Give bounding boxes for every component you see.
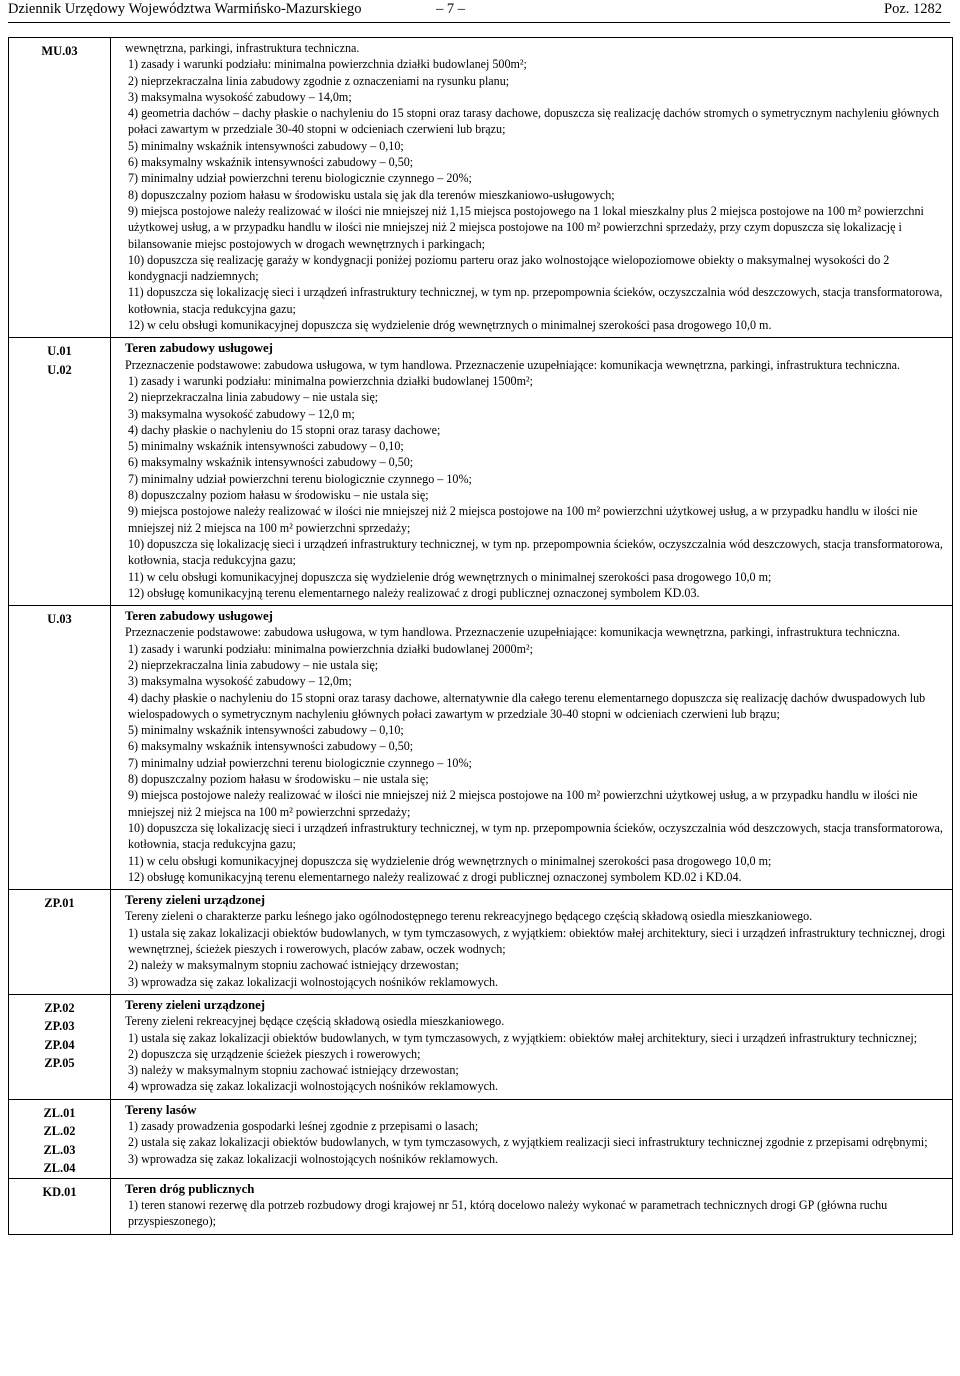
regulation-paragraph: 12) w celu obsługi komunikacyjnej dopuszcza się wydzielenie dróg wewnętrznych o minimalnej szerokości pasa drogowego 10,0 m. <box>128 318 772 333</box>
regulation-paragraph: 3) należy w maksymalnym stopniu zachować istniejący drzewostan; <box>128 1063 459 1078</box>
journal-title: Dziennik Urzędowy Województwa Warmińsko-Mazurskiego <box>8 1 362 17</box>
section-title: Tereny zieleni urządzonej <box>125 997 266 1012</box>
regulation-paragraph: 3) maksymalna wysokość zabudowy – 12,0m; <box>128 674 352 689</box>
regulation-paragraph: 3) maksymalna wysokość zabudowy – 12,0 m; <box>128 406 355 421</box>
area-code: ZP.04 <box>44 1037 75 1052</box>
regulation-row <box>9 890 953 995</box>
regulation-paragraph: 4) geometria dachów – dachy płaskie o nachyleniu do 15 stopni oraz tarasy dachowe, dopuszcza się realizację dachów stromych o symetrycznym nachyleniu głównych połaci zawartym w przedziale 30-40 stopni w odcieniach czerwieni lub brązu; <box>128 106 940 137</box>
area-code: ZP.02 <box>44 1000 75 1015</box>
regulation-paragraph: Przeznaczenie podstawowe: zabudowa usługowa, w tym handlowa. Przeznaczenie uzupełniające: komunikacja wewnętrzna, parkingi, infrastruktura techniczna. <box>125 357 901 372</box>
regulation-paragraph: 12) obsługę komunikacyjną terenu elementarnego należy realizować z drogi publicznej oznaczonej symbolem KD.02 i KD.04. <box>128 869 742 884</box>
section-title: Teren zabudowy usługowej <box>125 341 273 356</box>
area-code-cell <box>9 38 111 338</box>
regulation-paragraph: 10) dopuszcza się realizację garaży w kondygnacji poniżej poziomu parteru oraz jako wolnostojące wielopoziomowe obiekty o maksymalnej wysokości do 2 kondygnacji nadziemnych; <box>128 252 890 284</box>
page-header <box>8 0 950 23</box>
regulation-text-cell <box>111 606 953 890</box>
regulation-paragraph: Przeznaczenie podstawowe: zabudowa usługowa, w tym handlowa. Przeznaczenie uzupełniające: komunikacja wewnętrzna, parkingi, infrastruktura techniczna. <box>125 625 901 640</box>
page-number: – 7 – <box>436 1 465 17</box>
regulation-text-cell <box>111 890 953 995</box>
regulation-paragraph: 6) maksymalny wskaźnik intensywności zabudowy – 0,50; <box>128 155 414 170</box>
regulation-text-cell <box>111 994 953 1099</box>
section-title: Teren zabudowy usługowej <box>125 609 273 624</box>
area-code-cell <box>9 606 111 890</box>
regulation-paragraph: 8) dopuszczalny poziom hałasu w środowisku ustala się jak dla terenów mieszkaniowo-usługowych; <box>128 187 615 202</box>
regulation-paragraph: 5) minimalny wskaźnik intensywności zabudowy – 0,10; <box>128 439 404 454</box>
section-title: Tereny zieleni urządzonej <box>125 893 266 908</box>
area-code-cell <box>9 338 111 606</box>
regulation-paragraph: Tereny zieleni o charakterze parku leśnego jako ogólnodostępnego terenu rekreacyjnego będącego częścią składową osiedla mieszkaniowego. <box>125 909 813 924</box>
regulation-paragraph: Tereny zieleni rekreacyjnej będące częścią składową osiedla mieszkaniowego. <box>125 1014 505 1029</box>
area-code-cell <box>9 1099 111 1178</box>
regulation-paragraph: 8) dopuszczalny poziom hałasu w środowisku – nie ustala się; <box>128 772 429 787</box>
regulation-row <box>9 1099 953 1178</box>
area-code-cell <box>9 994 111 1099</box>
regulation-paragraph: 1) ustala się zakaz lokalizacji obiektów budowlanych, w tym tymczasowych, z wyjątkiem: obiektów małej architektury, sieci i urządzeń infrastruktury technicznej, drogi wewnętrznej, ścieżek pieszych i rowerowych, placów zabaw, oczek wodnych; <box>128 925 946 957</box>
regulation-paragraph: 10) dopuszcza się lokalizację sieci i urządzeń infrastruktury technicznej, w tym np. przepompownia ścieków, oczyszczalnia wód deszczowych, stacja transformatorowa, kotłownia, stacja redukcyjna gazu; <box>128 536 943 568</box>
area-code: KD.01 <box>42 1184 77 1199</box>
regulation-paragraph: 10) dopuszcza się lokalizację sieci i urządzeń infrastruktury technicznej, w tym np. przepompownia ścieków, oczyszczalnia wód deszczowych, stacja transformatorowa, kotłownia, stacja redukcyjna gazu; <box>128 820 943 852</box>
section-title: Tereny lasów <box>125 1102 197 1117</box>
regulation-paragraph: 3) wprowadza się zakaz lokalizacji wolnostojących nośników reklamowych. <box>128 974 499 989</box>
regulation-paragraph: 1) zasady i warunki podziału: minimalna powierzchnia działki budowlanej 1500m²; <box>128 373 533 388</box>
regulation-paragraph: 7) minimalny udział powierzchni terenu biologicznie czynnego – 10%; <box>128 471 472 486</box>
regulation-paragraph: 4) dachy płaskie o nachyleniu do 15 stopni oraz tarasy dachowe, alternatywnie dla całego terenu elementarnego dopuszcza się realizację dachów dwuspadowych lub wielospadowych o symetrycznym nachyleniu głównych połaci zawartym w przedziale 30-40 stopni w odcieniach czerwieni lub brązu; <box>128 690 926 721</box>
regulation-paragraph: 9) miejsca postojowe należy realizować w ilości nie mniejszej niż 2 miejsca postojowe na 100 m² powierzchni użytkowej usług, a w przypadku handlu w ilości nie mniejszej niż 2 miejsca na 100 m² powierzchni sprzedaży; <box>128 788 918 819</box>
regulation-paragraph: 11) w celu obsługi komunikacyjnej dopuszcza się wydzielenie dróg wewnętrznych o minimalnej szerokości pasa drogowego 10,0 m; <box>128 853 772 868</box>
regulation-paragraph: 9) miejsca postojowe należy realizować w ilości nie mniejszej niż 1,15 miejsca postojowego na 1 lokal mieszkalny plus 2 miejsca postojowe na 100 m² powierzchni użytkowej usług, a w przypadku handlu w ilości nie mniejszej niż 2 miejsca postojowe na 100 m² powierzchni sprzedaży, przy czym dopuszcza się lokalizację i bilansowanie miejsc postojowych w drogach wewnętrznych i parkingach; <box>128 203 924 251</box>
regulation-paragraph: 7) minimalny udział powierzchni terenu biologicznie czynnego – 20%; <box>128 171 472 186</box>
regulation-paragraph: 2) należy w maksymalnym stopniu zachować istniejący drzewostan; <box>128 958 459 973</box>
section-title: Teren dróg publicznych <box>125 1181 255 1196</box>
regulation-paragraph: 8) dopuszczalny poziom hałasu w środowisku – nie ustala się; <box>128 488 429 503</box>
regulation-paragraph: wewnętrzna, parkingi, infrastruktura techniczna. <box>125 41 360 55</box>
regulation-text-cell <box>111 38 953 338</box>
area-code: U.01 <box>47 344 72 359</box>
regulation-paragraph: 6) maksymalny wskaźnik intensywności zabudowy – 0,50; <box>128 739 414 754</box>
regulation-paragraph: 3) maksymalna wysokość zabudowy – 14,0m; <box>128 89 352 104</box>
regulation-paragraph: 6) maksymalny wskaźnik intensywności zabudowy – 0,50; <box>128 455 414 470</box>
regulation-paragraph: 1) zasady i warunki podziału: minimalna powierzchnia działki budowlanej 500m²; <box>128 57 527 72</box>
regulation-row <box>9 994 953 1099</box>
regulation-paragraph: 3) wprowadza się zakaz lokalizacji wolnostojących nośników reklamowych. <box>128 1151 499 1166</box>
regulation-paragraph: 5) minimalny wskaźnik intensywności zabudowy – 0,10; <box>128 138 404 153</box>
regulation-text-cell <box>111 338 953 606</box>
area-code: ZL.03 <box>43 1142 76 1157</box>
regulation-row <box>9 606 953 890</box>
area-code: ZL.01 <box>43 1105 76 1120</box>
regulation-paragraph: 12) obsługę komunikacyjną terenu elementarnego należy realizować z drogi publicznej oznaczonej symbolem KD.03. <box>128 585 700 600</box>
regulation-paragraph: 2) nieprzekraczalna linia zabudowy zgodnie z oznaczeniami na rysunku planu; <box>128 73 510 88</box>
area-code: ZL.02 <box>43 1124 76 1139</box>
area-code-cell <box>9 890 111 995</box>
regulation-row <box>9 38 953 338</box>
regulation-paragraph: 2) nieprzekraczalna linia zabudowy – nie ustala się; <box>128 657 379 672</box>
regulation-paragraph: 2) dopuszcza się urządzenie ścieżek pieszych i rowerowych; <box>128 1046 421 1061</box>
area-code-cell <box>9 1178 111 1234</box>
regulation-paragraph: 1) ustala się zakaz lokalizacji obiektów budowlanych, w tym tymczasowych, z wyjątkiem: obiektów małej architektury, sieci i urządzeń infrastruktury technicznej; <box>128 1030 918 1045</box>
area-code: ZP.05 <box>44 1056 75 1071</box>
area-code: ZP.03 <box>44 1019 75 1034</box>
area-code: U.02 <box>47 362 72 377</box>
regulation-row <box>9 338 953 606</box>
regulation-paragraph: 5) minimalny wskaźnik intensywności zabudowy – 0,10; <box>128 723 404 738</box>
regulation-paragraph: 1) zasady i warunki podziału: minimalna powierzchnia działki budowlanej 2000m²; <box>128 641 533 656</box>
regulation-row <box>9 1178 953 1234</box>
regulation-paragraph: 1) zasady prowadzenia gospodarki leśnej zgodnie z przepisami o lasach; <box>128 1119 479 1133</box>
area-code: ZL.04 <box>43 1161 76 1176</box>
area-code: ZP.01 <box>44 896 75 911</box>
regulation-paragraph: 4) wprowadza się zakaz lokalizacji wolnostojących nośników reklamowych. <box>128 1079 499 1094</box>
regulations-table <box>8 37 953 1235</box>
area-code: MU.03 <box>41 44 78 58</box>
regulation-paragraph: 7) minimalny udział powierzchni terenu biologicznie czynnego – 10%; <box>128 755 472 770</box>
header-rule <box>8 22 950 23</box>
regulation-paragraph: 2) ustala się zakaz lokalizacji obiektów budowlanych, w tym tymczasowych, z wyjątkiem realizacji sieci infrastruktury technicznej zgodnie z przepisami odrębnymi; <box>128 1135 928 1150</box>
regulation-paragraph: 4) dachy płaskie o nachyleniu do 15 stopni oraz tarasy dachowe; <box>128 422 441 437</box>
area-code: U.03 <box>47 612 72 627</box>
regulation-paragraph: 9) miejsca postojowe należy realizować w ilości nie mniejszej niż 2 miejsca postojowe na 100 m² powierzchni użytkowej usług, a w przypadku handlu w ilości nie mniejszej niż 2 miejsca na 100 m² powierzchni sprzedaży; <box>128 504 918 535</box>
position-number: Poz. 1282 <box>884 1 942 17</box>
regulation-paragraph: 11) dopuszcza się lokalizację sieci i urządzeń infrastruktury technicznej, w tym np. przepompownia ścieków, oczyszczalnia wód deszczowych, stacja transformatorowa, kotłownia, stacja redukcyjna gazu; <box>128 285 943 316</box>
regulation-text-cell <box>111 1099 953 1178</box>
regulation-paragraph: 1) teren stanowi rezerwę dla potrzeb rozbudowy drogi krajowej nr 51, którą docelowo należy wykonać w parametrach technicznych drogi GP (główna ruchu przyspieszonego); <box>128 1198 888 1229</box>
regulation-paragraph: 11) w celu obsługi komunikacyjnej dopuszcza się wydzielenie dróg wewnętrznych o minimalnej szerokości pasa drogowego 10,0 m; <box>128 569 772 584</box>
regulation-text-cell <box>111 1178 953 1234</box>
regulation-paragraph: 2) nieprzekraczalna linia zabudowy – nie ustala się; <box>128 390 379 405</box>
